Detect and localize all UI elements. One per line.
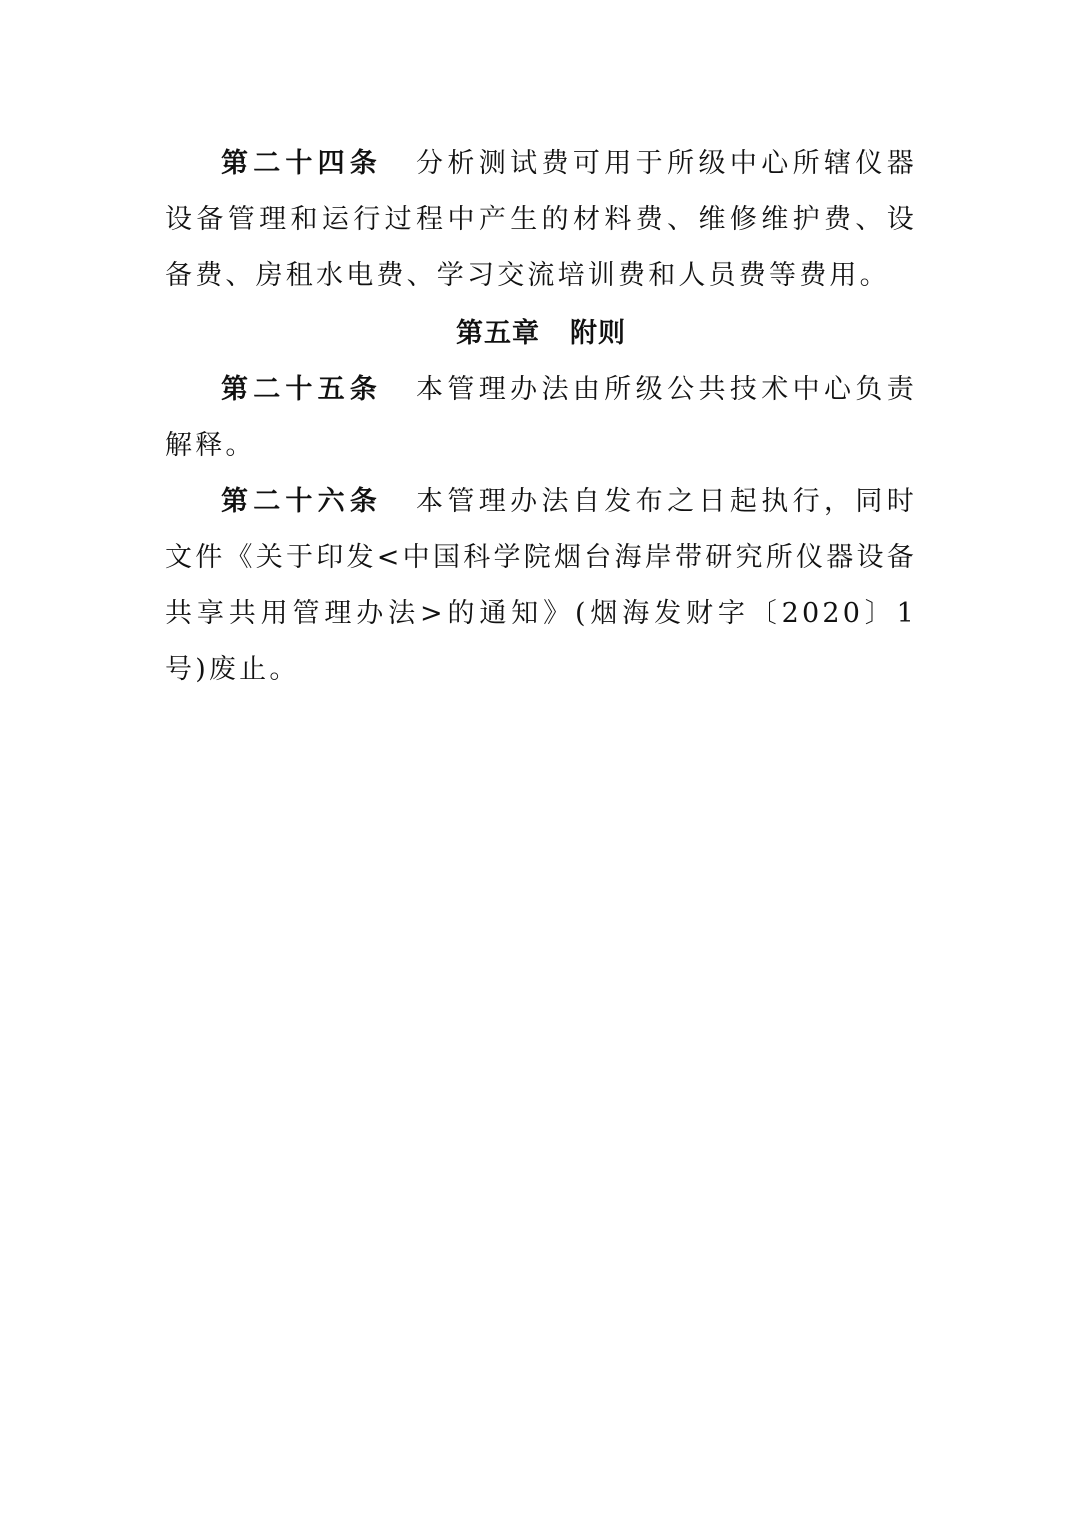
article-text: 本管理办法自发布之日起执行，同时文件《关于印发<中国科学院烟台海岸带研究所仪器设备共享共用管理办法>的通知》(烟海发财字〔2020〕1号)废止。 xyxy=(165,486,918,685)
article-number: 第二十五条 xyxy=(221,374,382,405)
chapter-title: 附则 xyxy=(570,318,626,349)
article-number: 第二十四条 xyxy=(221,148,382,179)
chapter-number: 第五章 xyxy=(456,318,540,349)
document-body xyxy=(165,136,917,698)
chapter-heading xyxy=(165,318,917,350)
article-text: 本管理办法由所级公共技术中心负责解释。 xyxy=(165,374,918,461)
article-26 xyxy=(165,474,917,698)
article-24 xyxy=(165,136,917,304)
article-text: 分析测试费可用于所级中心所辖仪器设备管理和运行过程中产生的材料费、维修维护费、设备费、房租水电费、学习交流培训费和人员费等费用。 xyxy=(165,148,918,291)
article-25 xyxy=(165,362,917,474)
article-number: 第二十六条 xyxy=(221,486,382,517)
